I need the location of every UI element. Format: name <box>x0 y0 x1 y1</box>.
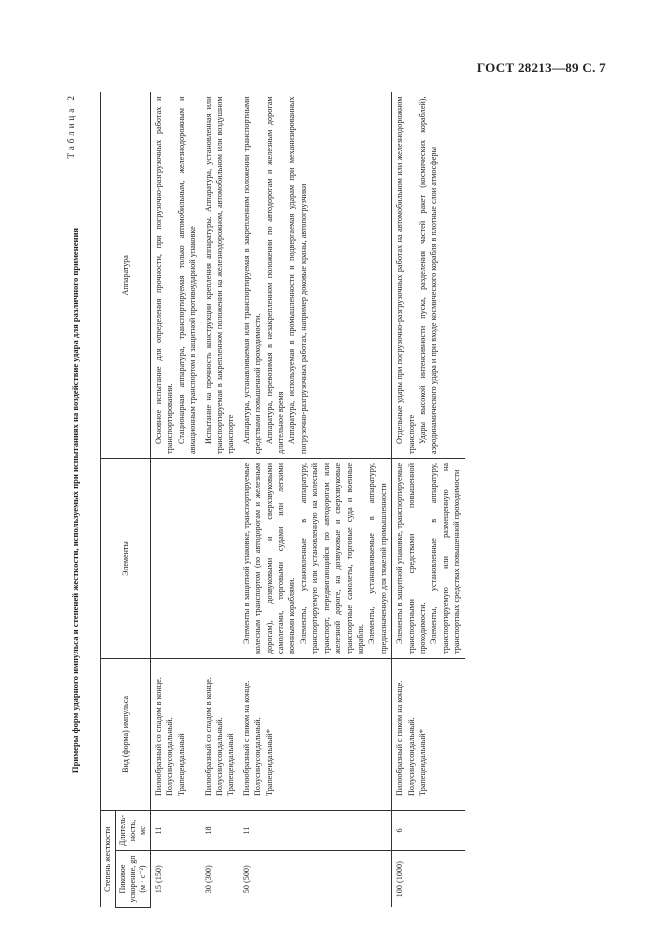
elements-paragraph: Элементы, установленные в аппаратуру, транспортируемую или установленную на колесный транспорт, передвигающийся по автодорогам или железной дороге, на дозвуковые и сверхзвуковые транспортные самолеты, торговые суда и военные корабли. <box>298 462 365 654</box>
header-apparatus: Аппаратура <box>101 92 151 458</box>
pulse-line: Трапецеидальный* <box>264 729 274 796</box>
cell-duration: 6 <box>392 810 465 850</box>
header-peak: Пиковое ускорение, gп (м · с⁻²) <box>116 851 151 908</box>
cell-duration: 18 <box>201 810 239 850</box>
pulse-line: Пилообразный со спадом в конце. <box>154 677 163 796</box>
table-caption: Примеры форм ударного импульса и степеней жесткости, используемых при испытаниях на воздействие удара для различного применения <box>70 227 80 774</box>
cell-apparatus <box>201 92 239 458</box>
rotated-table-sheet <box>68 93 568 908</box>
apparatus-paragraph: Аппаратура, используемая в промышленности и подвергаемая ударам при механизированных погрузочно-разгрузочных работах, например доковые краны, автопогрузчики <box>287 96 308 454</box>
pulse-line: Трапецеидальный <box>226 733 236 796</box>
header-duration: Длитель-ность, мс <box>116 810 151 850</box>
apparatus-paragraph: Испытание на прочность конструкции крепления аппаратуры. Аппаратура, установленная или транспортируемая в закрепленном положении на железнодорожном, автомобильном или воздушном транспорте <box>203 96 236 454</box>
pulse-line: Полусинусоидальный. <box>165 717 175 796</box>
cell-elements <box>392 458 465 658</box>
table-row <box>151 92 201 907</box>
header-severity: Степень жесткости <box>101 810 116 907</box>
shock-severity-table <box>100 92 465 908</box>
apparatus-paragraph: Основное испытание для определения прочности, при погрузочно-разгрузочных работах и транспортировании. <box>154 96 175 454</box>
apparatus-paragraph: Аппаратура, устанавливаемая или транспортируемая в закрепленном положении транспортными средствами повышенной проходимости. <box>241 96 263 454</box>
cell-peak: 30 (300) <box>201 851 239 908</box>
pulse-line: Пилообразный с пиком на конце. <box>241 680 251 796</box>
page-header: ГОСТ 28213—89 С. 7 <box>476 60 606 75</box>
header-elements: Элементы <box>101 458 151 658</box>
cell-pulse <box>151 658 201 810</box>
pulse-line: Трапецеидальный* <box>417 729 427 796</box>
elements-paragraph: Элементы в защитной упаковке, транспортируемые транспортными средствами повышенной проходимости. <box>395 462 427 654</box>
apparatus-paragraph: Удары высокой интенсивности пуска, разделения частей ракет (космических кораблей), аэродинамического удара и при входе космического корабля в плотные слои атмосферы <box>417 96 439 454</box>
elements-paragraph: Элементы, установленные в аппаратуру, транспортируемую или размещенную на транспортных средствах повышенной проходимости <box>429 462 462 654</box>
table-row <box>201 92 239 907</box>
pulse-line: Пилообразный с пиком на конце. <box>395 680 405 796</box>
apparatus-paragraph: Стационарная аппаратура, транспортируемая только автомобильным, железнодорожным и авиационным транспортом в защитной противоударной упаковке <box>176 96 198 454</box>
cell-elements <box>239 458 392 658</box>
cell-apparatus <box>392 92 465 458</box>
pulse-line: Полусинусоидальный. <box>253 717 263 796</box>
elements-paragraph: Элементы в защитной упаковке, транспортируемые колесным транспортом (по автодорогам и железным дорогам), дозвуковыми и сверхзвуковыми самолетами, торговыми судами или легкими военными кораблями. <box>241 462 297 654</box>
cell-elements <box>201 458 239 658</box>
header-pulse: Вид (форма) импульса <box>101 658 151 810</box>
cell-elements <box>151 458 201 658</box>
table-row <box>239 92 392 907</box>
elements-paragraph: Элементы, устанавливаемые в аппаратуру, предназначенную для тяжелой промышленности <box>367 462 388 654</box>
cell-pulse <box>201 658 239 810</box>
cell-apparatus <box>151 92 201 458</box>
cell-apparatus <box>239 92 392 458</box>
cell-peak: 100 (1000) <box>392 851 465 908</box>
cell-peak: 50 (500) <box>239 851 392 908</box>
cell-pulse <box>239 658 392 810</box>
cell-duration: 11 <box>239 810 392 850</box>
apparatus-paragraph: Отдельные удары при погрузочно-разгрузочных работах на автомобильном или железнодорожном транспорте <box>395 96 416 454</box>
table-number: Таблица 2 <box>66 93 76 159</box>
pulse-line: Полусинусоидальный. <box>406 717 416 796</box>
apparatus-paragraph: Аппаратура, перевозимая в незакрепленном положении по автодорогам и железным дорогам длительное время <box>264 96 286 454</box>
pulse-line: Пилообразный со спадом в конце. <box>203 677 213 796</box>
table-row <box>392 92 465 907</box>
cell-peak: 15 (150) <box>151 851 201 908</box>
cell-duration: 11 <box>151 810 201 850</box>
pulse-line: Полусинусоидальный. <box>215 717 225 796</box>
pulse-line: Трапецеидальный <box>176 733 186 796</box>
cell-pulse <box>392 658 465 810</box>
